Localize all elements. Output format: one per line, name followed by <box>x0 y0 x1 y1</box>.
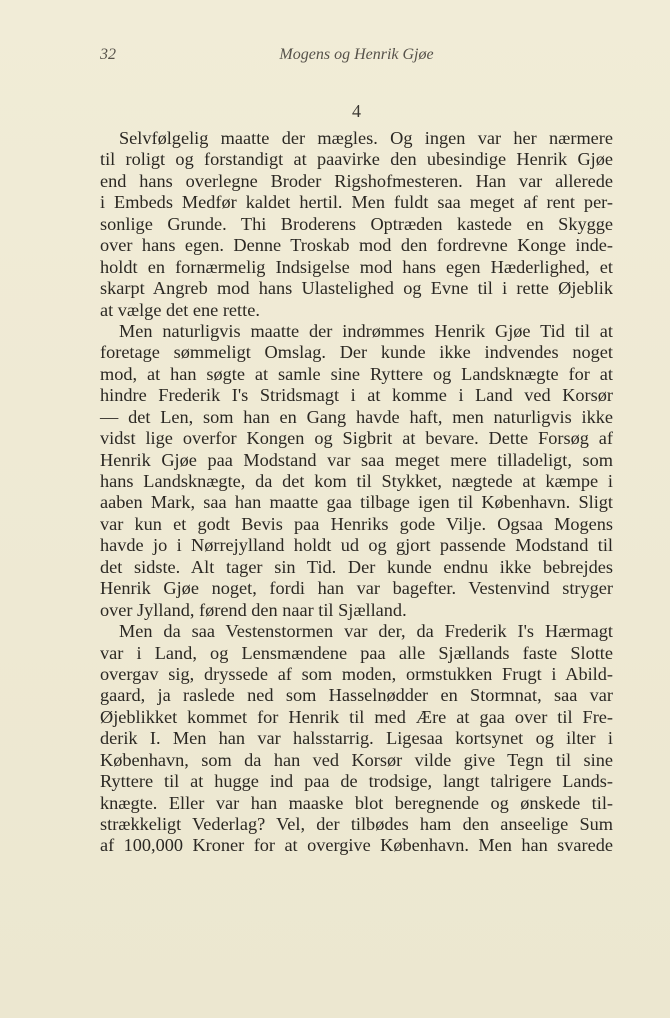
text-line: af 100,000 Kroner for at overgive København. Men han svarede <box>100 835 613 856</box>
running-title: Mogens og Henrik Gjøe <box>279 46 434 63</box>
text-line: holdt en fornærmelig Indsigelse mod hans egen Hæderlighed, et <box>100 256 613 277</box>
text-line: overgav sig, dryssede af som moden, ormstukken Frugt i Abild- <box>100 663 613 684</box>
running-head <box>100 46 613 70</box>
text-line: knægte. Eller var han maaske blot beregnende og ønskede til- <box>100 792 613 813</box>
text-line: havde jo i Nørrejylland holdt ud og gjort passende Modstand til <box>100 535 613 556</box>
text-line: det sidste. Alt tager sin Tid. Der kunde endnu ikke bebrejdes <box>100 556 613 577</box>
text-line: at vælge det ene rette. <box>100 299 260 320</box>
text-line: Selvfølgelig maatte der mægles. Og ingen var her nærmere <box>119 128 613 148</box>
text-line: skarpt Angreb mod hans Ulastelighed og Evne til i rette Øjeblik <box>100 278 613 299</box>
text-line: end hans overlegne Broder Rigshofmesteren. Han var allerede <box>100 170 613 191</box>
text-line: gaard, ja raslede ned som Hasselnødder en Stormnat, saa var <box>100 685 613 706</box>
text-line: Ryttere til at hugge ind paa de trodsige, langt talrigere Lands- <box>100 771 613 792</box>
text-line: hindre Frederik I's Stridsmagt i at komme i Land ved Korsør <box>100 385 613 406</box>
text-line: i Embeds Medfør kaldet hertil. Men fuldt saa meget af rent per- <box>100 192 613 213</box>
text-line: over hans egen. Denne Troskab mod den fordrevne Konge inde- <box>100 235 613 256</box>
text-line: var kun et godt Bevis paa Henriks gode Vilje. Ogsaa Mogens <box>100 513 613 534</box>
text-line: aaben Mark, saa han maatte gaa tilbage igen til København. Sligt <box>100 492 613 513</box>
text-line: var i Land, og Lensmændene paa alle Sjællands faste Slotte <box>100 642 613 663</box>
text-line: Men da saa Vestenstormen var der, da Frederik I's Hærmagt <box>119 621 613 642</box>
text-line: over Jylland, førend den naar til Sjælland. <box>100 599 407 620</box>
text-line: — det Len, som han en Gang havde haft, men naturligvis ikke <box>100 406 613 427</box>
page-number: 32 <box>100 46 116 63</box>
text-line: strækkeligt Vederlag? Vel, der tilbødes ham den anseelige Sum <box>100 814 613 834</box>
text-line: hans Landsknægte, da det kom til Stykket, nægtede at kæmpe i <box>100 471 613 491</box>
text-line: til roligt og forstandigt at paavirke den ubesindige Henrik Gjøe <box>100 149 613 170</box>
body-text <box>100 128 613 857</box>
text-line: Men naturligvis maatte der indrømmes Henrik Gjøe Tid til at <box>119 320 613 341</box>
text-line: Henrik Gjøe paa Modstand var saa meget mere tilladeligt, som <box>100 449 613 470</box>
text-line: Henrik Gjøe noget, fordi han var bagefter. Vestenvind stryger <box>100 578 613 599</box>
text-line: vidst lige overfor Kongen og Sigbrit at bevare. Dette Forsøg af <box>100 428 613 449</box>
text-line: København, som da han ved Korsør vilde give Tegn til sine <box>100 749 613 770</box>
text-line: sonlige Grunde. Thi Broderens Optræden kastede en Skygge <box>100 213 613 234</box>
chapter-number: 4 <box>352 101 361 121</box>
text-line: derik I. Men han var halsstarrig. Ligesaa kortsynet og ilter i <box>100 728 613 749</box>
text-line: mod, at han søgte at samle sine Ryttere og Landsknægte for at <box>100 363 613 384</box>
text-line: foretage sømmeligt Omslag. Der kunde ikke indvendes noget <box>100 342 613 363</box>
text-line: Øjeblikket kommet for Henrik til med Ære at gaa over til Fre- <box>100 706 613 727</box>
